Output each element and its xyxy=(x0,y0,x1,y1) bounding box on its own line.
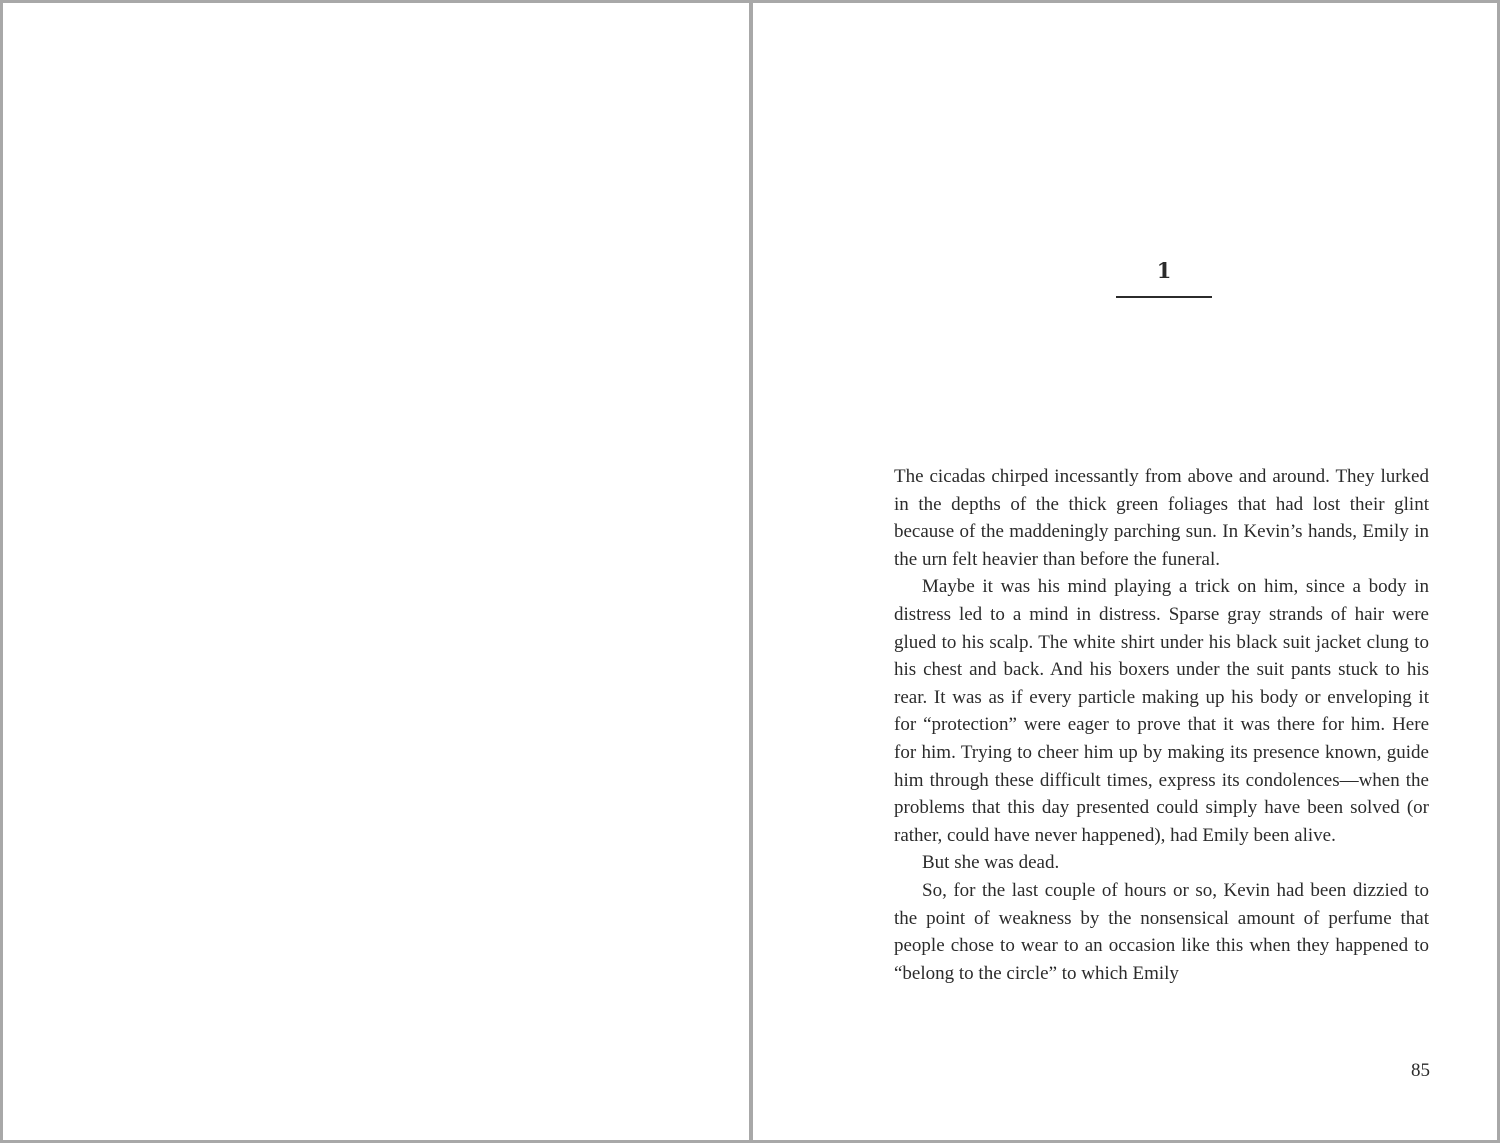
right-page xyxy=(753,3,1497,1140)
chapter-number: 1 xyxy=(1156,258,1172,283)
chapter-heading-rule xyxy=(1116,296,1212,298)
page-number: 85 xyxy=(1411,1060,1430,1081)
paragraph: So, for the last couple of hours or so, Kevin had been dizzied to the point of weakness by the nonsensical amount of perfume that people chose to wear to an occasion like this when they happened to “belong to the circle” to which Emily xyxy=(894,879,1429,984)
paragraph-opening: The cicadas chirped incessantly from above and around. They lurked in the depths of the thick green foliages that had lost their glint because of the maddeningly parching sun. In Kevin’s hands, Emily in the urn felt heavier than before the funeral. xyxy=(894,466,1429,570)
left-page-blank xyxy=(3,3,749,1140)
paragraph: Maybe it was his mind playing a trick on him, since a body in distress led to a mind in distress. Sparse gray strands of hair were glued to his scalp. The white shirt under his black suit jacket clung to his chest and back. And his boxers under the suit pants stuck to his rear. It was as if every particle making up his body or enveloping it for “protection” were eager to prove that it was there for him. Here for him. Trying to cheer him up by making its presence known, guide him through these difficult times, express its condolences—when the problems that this day presented could simply have been solved (or rather, could have never happened), had Emily been alive. xyxy=(894,576,1429,846)
paragraph: But she was dead. xyxy=(922,852,1060,874)
chapter-body-text xyxy=(894,463,1429,987)
